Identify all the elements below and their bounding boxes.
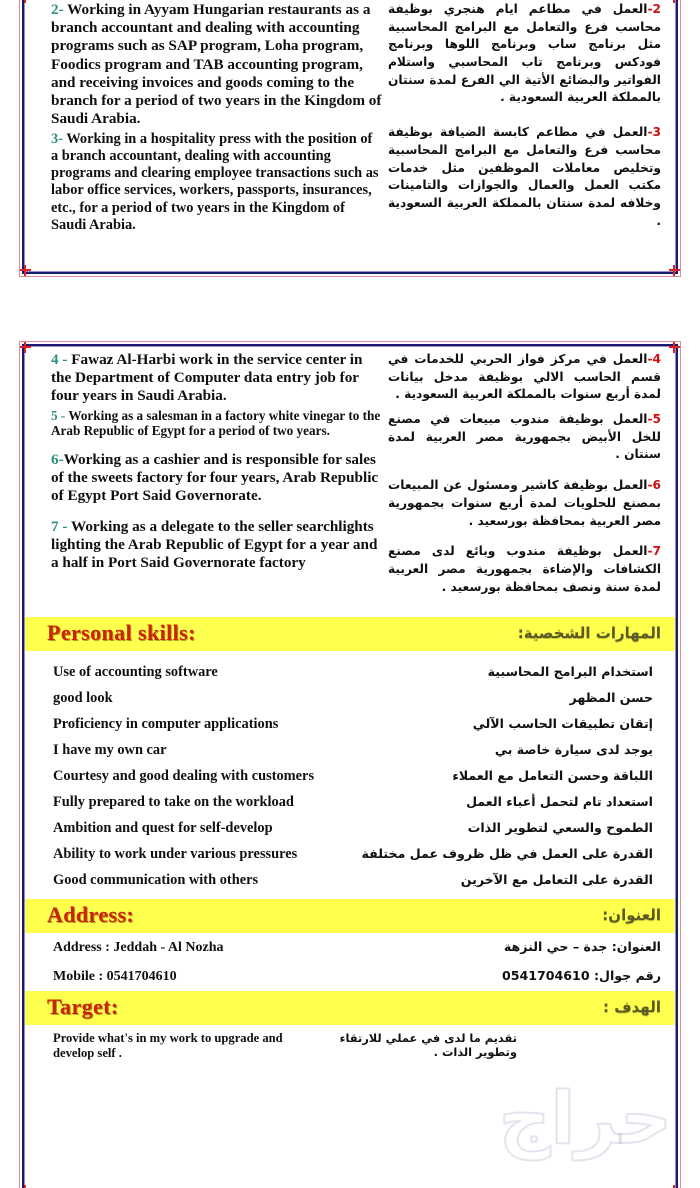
skill-item (33, 659, 659, 685)
experience-item-2-text-ar: العمل في مطاعم ايام هنجري بوظيفة محاسب فرع والتعامل مع البرامج المحاسبية مثل برنامج ساب وبرنامج اللوها وبرنامج فودكس وبرنامج تاب المحاسبي واستلام الفواتير والبضائع الأتية الي الفرع لمدة سنتان بالمملكة العربية السعودية . (388, 2, 661, 105)
experience-item-2-number-ar: 2- (647, 2, 661, 16)
experience-item-6-text-en: Working as a cashier and is responsible for sales of the sweets factory for four years, Arab Republic of Egypt Port Said Governorate. (51, 450, 379, 505)
skill-label-en: Proficiency in computer applications (53, 715, 279, 732)
experience-item-5-en (51, 408, 382, 439)
target-title-ar: الهدف : (603, 998, 661, 1017)
target-text-en: Provide what's in my work to upgrade and develop self . (53, 1031, 283, 1061)
personal-skills-title-ar: المهارات الشخصية: (517, 624, 661, 643)
experience-row (33, 351, 667, 603)
spacer (51, 441, 382, 451)
experience-item-5-text-en: Working as a salesman in a factory white vinegar to the Arab Republic of Egypt for a period of two years. (51, 407, 381, 439)
personal-skills-header-band (25, 617, 675, 651)
experience-item-5-number-ar: 5- (647, 412, 661, 427)
experience-item-7-number-ar: 7- (647, 544, 661, 559)
skill-label-en: I have my own car (53, 741, 167, 758)
panel-top-content (25, 0, 675, 271)
experience-column-arabic (388, 351, 667, 603)
skill-label-en: Use of accounting software (53, 663, 218, 680)
panel-bottom-content (25, 347, 675, 1188)
skill-label-ar: إتقان تطبيقات الحاسب الآلي (472, 715, 653, 731)
experience-panel-top (22, 0, 678, 274)
experience-column-arabic (388, 1, 667, 237)
experience-item-4-number-en: 4 - (51, 351, 68, 368)
experience-item-5-number-en: 5 - (51, 407, 66, 423)
experience-item-3-number-ar: 3- (647, 125, 661, 140)
address-title-en: Address: (47, 902, 135, 928)
experience-item-5-ar (388, 411, 661, 464)
skill-label-ar: القدرة على العمل في ظل ظروف عمل مختلفة (361, 845, 653, 861)
target-body (33, 1025, 667, 1067)
skill-label-en: Good communication with others (53, 871, 259, 888)
skill-label-ar: يوجد لدى سيارة خاصة بي (494, 741, 653, 757)
skill-label-ar: اللباقة وحسن التعامل مع العملاء (452, 767, 653, 783)
experience-item-7-number-en: 7 - (51, 517, 68, 535)
experience-item-6-number-en: 6- (51, 450, 64, 468)
skill-item (33, 841, 659, 867)
experience-item-5-text-ar: العمل بوظيفة مندوب مبيعات في مصنع للخل الأبيض بجمهورية مصر العربية لمدة سنتان . (388, 412, 661, 462)
skill-label-en: good look (53, 689, 113, 706)
experience-item-2-text-en: Working in Ayyam Hungarian restaurants as a branch accountant and dealing with accounting programs such as SAP program, Loha program, Foodics program and TAB accounting program, and receiving invoices and goods coming to the branch for a period of two years in the Kingdom of Saudi Arabia. (51, 1, 382, 128)
experience-column-english (33, 351, 388, 574)
experience-and-skills-panel (22, 344, 678, 1188)
mobile-line-ar: رقم جوال: 0541704610 (501, 968, 661, 984)
skill-label-ar: القدرة على التعامل مع الآخرين (460, 871, 653, 887)
experience-item-7-ar (388, 543, 661, 596)
experience-item-7-text-ar: العمل بوظيفة مندوب وبائع لدى مصنع الكشافات والإضاءة بجمهورية مصر العربية لمدة سنة ونصف بمحافظة بورسعيد . (388, 544, 661, 594)
skill-label-ar: استعداد تام لتحمل أعباء العمل (466, 793, 653, 809)
experience-column-english (33, 1, 388, 236)
experience-item-6-ar (388, 477, 661, 530)
skill-item (33, 867, 659, 893)
skill-label-en: Ambition and quest for self-develop (53, 819, 273, 836)
experience-item-4-number-ar: 4- (647, 352, 661, 366)
experience-row (33, 1, 667, 237)
address-line (33, 933, 667, 962)
experience-item-2-ar (388, 1, 661, 107)
experience-item-6-en (51, 451, 382, 506)
personal-skills-list (33, 651, 667, 899)
skill-item (33, 685, 659, 711)
skill-label-en: Ability to work under various pressures (53, 845, 298, 862)
target-text-ar: تقديم ما لدى في عملي للارتقاء وتطوير الذات . (339, 1031, 517, 1060)
experience-item-6-text-ar: العمل بوظيفة كاشير ومسئول عن المبيعات بمصنع للحلويات لمدة أربع سنوات بجمهورية مصر العربية بمحافظة بورسعيد . (388, 478, 661, 528)
skill-label-ar: استخدام البرامج المحاسبية (487, 663, 653, 679)
mobile-line (33, 962, 667, 991)
spacer (51, 508, 382, 518)
skill-item (33, 737, 659, 763)
experience-item-2-en (51, 1, 382, 129)
address-list (33, 933, 667, 991)
skill-label-ar: الطموح والسعي لتطوير الذات (467, 819, 653, 835)
experience-item-3-text-en: Working in a hospitality press with the position of a branch accountant, dealing with accounting programs and clearing employee transactions such as labor office services, workers, passports, insurances, etc., for a period of two years in the Kingdom of Saudi Arabia. (51, 130, 379, 234)
skill-label-en: Fully prepared to take on the workload (53, 793, 294, 810)
skill-label-ar: حسن المظهر (569, 689, 653, 705)
experience-item-3-ar (388, 124, 661, 230)
experience-item-3-number-en: 3- (51, 130, 63, 147)
experience-item-6-number-ar: 6- (647, 478, 661, 493)
experience-item-3-text-ar: العمل في مطاعم كابسة الضيافة بوظيفة محاسب فرع والتعامل مع البرامج المحاسبية وتخليص معاملات الموظفين مثل خدمات مكتب العمل والعمال والجوازات والتامينات وخلافه لمدة سنتان بالمملكة العربية السعودية . (388, 125, 661, 228)
address-line-en: Address : Jeddah - Al Nozha (53, 940, 224, 956)
personal-skills-title-en: Personal skills: (47, 620, 196, 646)
mobile-line-en: Mobile : 0541704610 (53, 969, 177, 985)
experience-item-2-number-en: 2- (51, 1, 64, 18)
skill-item (33, 711, 659, 737)
experience-item-3-en (51, 131, 382, 235)
skill-item (33, 763, 659, 789)
address-header-band (25, 899, 675, 933)
experience-item-4-text-en: Fawaz Al-Harbi work in the service center in the Department of Computer data entry job for four years in Saudi Arabia. (51, 351, 363, 405)
target-header-band (25, 991, 675, 1025)
target-title-en: Target: (47, 994, 119, 1020)
skill-item (33, 789, 659, 815)
experience-item-7-en (51, 518, 382, 573)
skill-item (33, 815, 659, 841)
address-line-ar: العنوان: جدة – حي النزهة (503, 939, 661, 955)
spacer (33, 603, 667, 617)
experience-item-7-text-en: Working as a delegate to the seller searchlights lighting the Arab Republic of Egypt for a year and a half in Port Said Governorate factory (51, 517, 378, 572)
experience-item-4-en (51, 351, 382, 406)
address-title-ar: العنوان: (602, 906, 661, 925)
spacer (388, 114, 661, 124)
skill-label-en: Courtesy and good dealing with customers (53, 767, 315, 784)
experience-item-4-ar (388, 351, 661, 404)
experience-item-4-text-ar: العمل في مركز فواز الحربي للخدمات في قسم الحاسب الالي بوظيفة مدخل بيانات لمدة أربع سنوات بالمملكة العربية السعودية . (388, 352, 661, 402)
